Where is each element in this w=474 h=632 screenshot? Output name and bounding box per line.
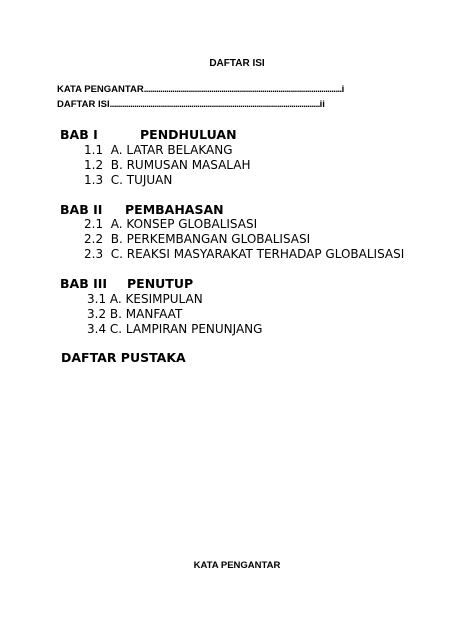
chapter-number: BAB II xyxy=(60,202,103,217)
toc-title: DAFTAR ISI xyxy=(209,58,265,69)
item-number: 2.1 xyxy=(84,217,104,231)
chapter-number: BAB I xyxy=(60,127,98,142)
toc-page-number: ii xyxy=(319,99,325,110)
item-text: B. MANFAAT xyxy=(109,307,183,321)
item-text: A. LATAR BELAKANG xyxy=(110,143,233,157)
item-number: 3.4 xyxy=(87,322,107,336)
item-number: 1.1 xyxy=(84,143,104,157)
toc-entry-label: KATA PENGANTAR xyxy=(57,84,144,95)
toc-item-2-1[interactable] xyxy=(84,217,257,231)
toc-item-2-2[interactable] xyxy=(84,232,310,246)
item-number: 2.3 xyxy=(84,247,104,261)
chapter-heading-bab-3[interactable] xyxy=(60,276,194,291)
chapter-title: PENDHULUAN xyxy=(140,127,237,142)
item-text: B. PERKEMBANGAN GLOBALISASI xyxy=(110,232,311,246)
chapter-title: PENUTUP xyxy=(127,276,194,291)
chapter-title: PEMBAHASAN xyxy=(125,202,224,217)
item-text: C. TUJUAN xyxy=(110,173,173,187)
chapter-heading-bab-1[interactable] xyxy=(60,127,237,142)
toc-entry-kata-pengantar[interactable] xyxy=(57,84,344,95)
chapter-heading-bab-2[interactable] xyxy=(60,202,224,217)
item-text: A. KESIMPULAN xyxy=(109,292,203,306)
toc-item-3-3[interactable] xyxy=(87,322,262,336)
toc-item-3-1[interactable] xyxy=(87,292,203,306)
chapter-number: BAB III xyxy=(60,276,108,291)
item-number: 1.3 xyxy=(84,173,104,187)
toc-item-1-1[interactable] xyxy=(84,143,233,157)
toc-item-1-3[interactable] xyxy=(84,173,172,187)
item-number: 2.2 xyxy=(84,232,104,246)
item-number: 1.2 xyxy=(84,158,104,172)
toc-entry-daftar-isi[interactable] xyxy=(57,99,325,110)
item-number: 3.1 xyxy=(87,292,107,306)
toc-item-1-2[interactable] xyxy=(84,158,251,172)
toc-page-number: i xyxy=(341,84,345,95)
item-text: A. KONSEP GLOBALISASI xyxy=(110,217,258,231)
toc-item-3-2[interactable] xyxy=(87,307,182,321)
item-text: C. REAKSI MASYARAKAT TERHADAP GLOBALISASI xyxy=(110,247,405,261)
next-page-title: KATA PENGANTAR xyxy=(193,560,281,571)
toc-entry-label: DAFTAR ISI xyxy=(57,99,110,110)
item-number: 3.2 xyxy=(87,307,107,321)
toc-leader-dots: ................................................................................................. xyxy=(143,84,342,95)
item-text: C. LAMPIRAN PENUNJANG xyxy=(109,322,263,336)
toc-leader-dots: ....................................................................................................... xyxy=(109,99,320,110)
toc-item-2-3[interactable] xyxy=(84,247,404,261)
toc-entry-daftar-pustaka[interactable]: DAFTAR PUSTAKA xyxy=(61,350,186,365)
item-text: B. RUMUSAN MASALAH xyxy=(110,158,251,172)
